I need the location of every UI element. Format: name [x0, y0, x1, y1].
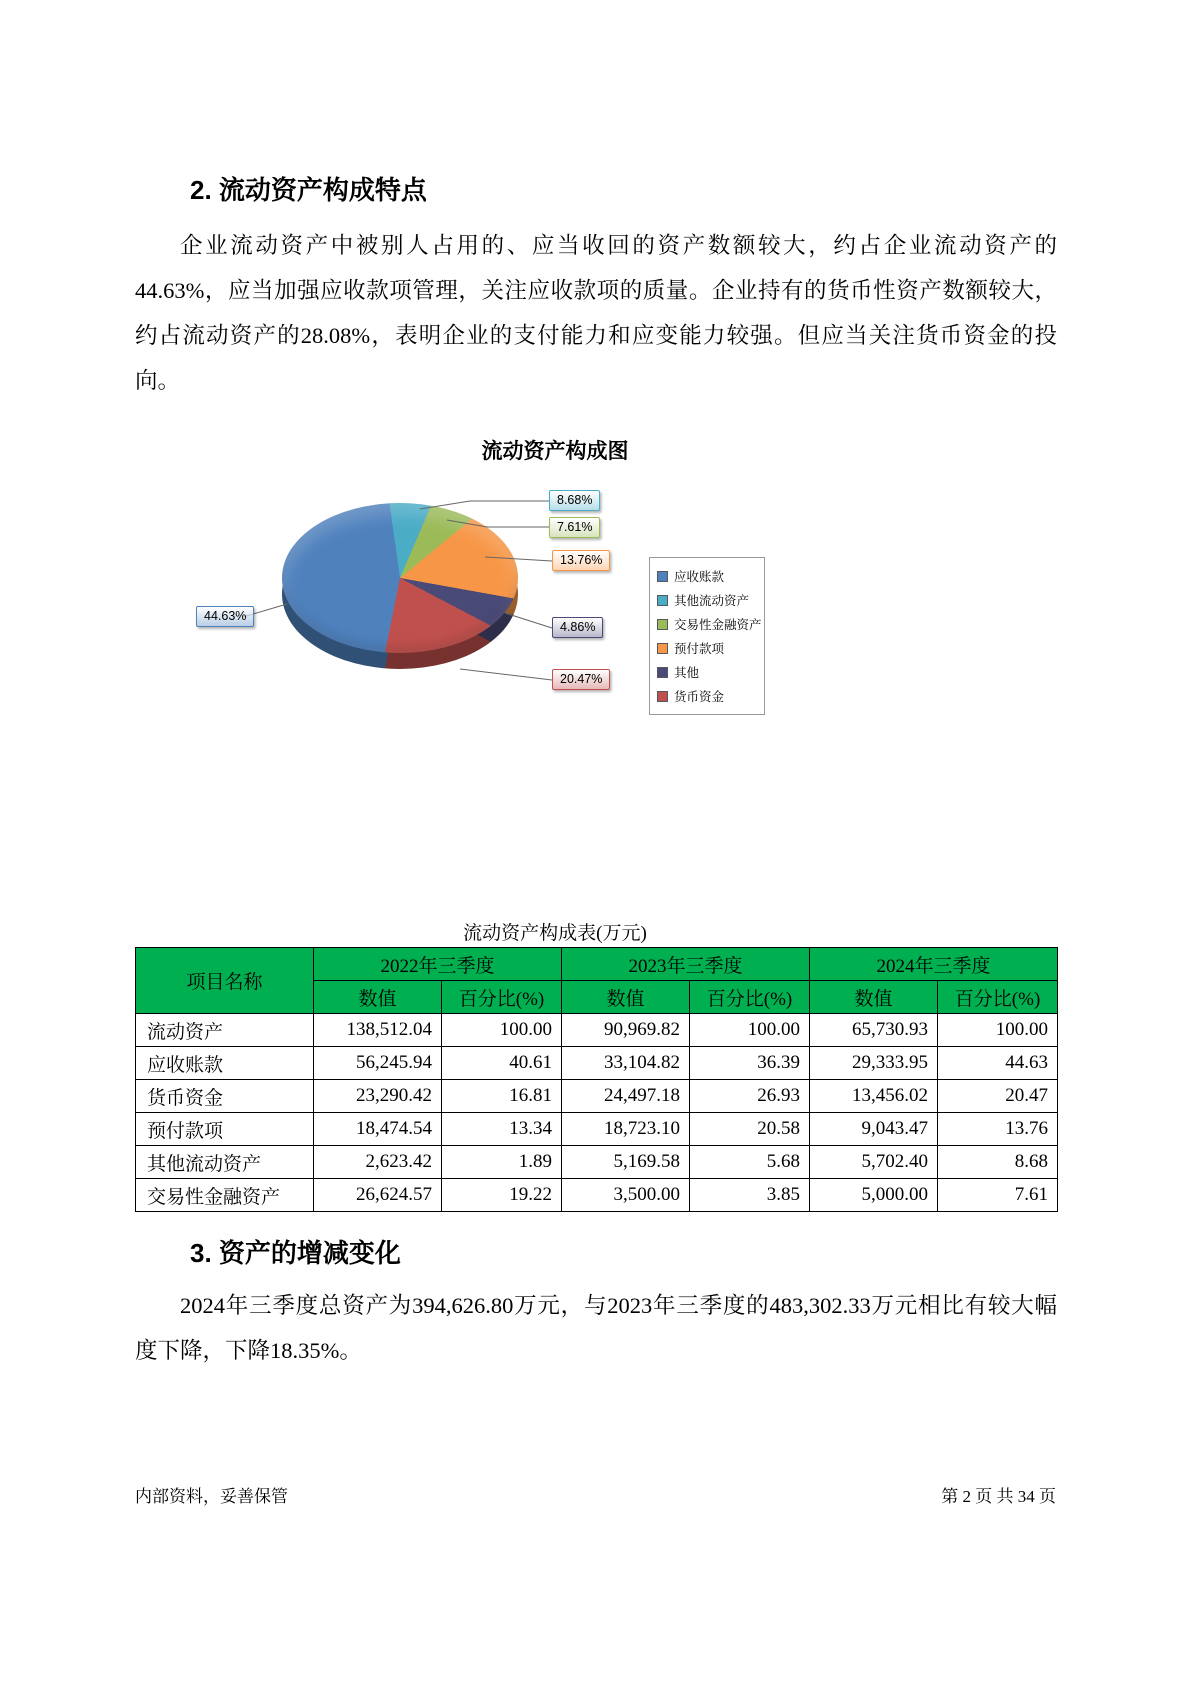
- callout-prepayments: 13.76%: [552, 550, 610, 571]
- sub-header-value-2022: 数值: [314, 981, 442, 1014]
- legend-item: [657, 615, 762, 633]
- row-value-cell: 3,500.00: [562, 1179, 690, 1212]
- col-header-2022q3: 2022年三季度: [314, 948, 562, 981]
- row-value-cell: 3.85: [690, 1179, 810, 1212]
- callout-other: 4.86%: [552, 617, 603, 638]
- pie-chart: [282, 503, 518, 673]
- row-item-name: 应收账款: [136, 1047, 314, 1080]
- col-header-item-name: 项目名称: [136, 948, 314, 1014]
- callout-trading-financial-assets: 7.61%: [549, 517, 600, 538]
- col-header-2023q3: 2023年三季度: [562, 948, 810, 981]
- legend-label: 交易性金融资产: [674, 618, 762, 632]
- footer-page-number: 第 2 页 共 34 页: [941, 1487, 1056, 1506]
- legend-swatch: [657, 643, 668, 654]
- row-value-cell: 26,624.57: [314, 1179, 442, 1212]
- legend-item: [657, 591, 757, 609]
- legend-label: 预付款项: [674, 642, 725, 656]
- row-value-cell: 1.89: [442, 1146, 562, 1179]
- row-value-cell: 26.93: [690, 1080, 810, 1113]
- row-value-cell: 18,474.54: [314, 1113, 442, 1146]
- row-value-cell: 138,512.04: [314, 1014, 442, 1047]
- row-value-cell: 56,245.94: [314, 1047, 442, 1080]
- current-assets-table: [135, 947, 1058, 1212]
- row-value-cell: 13,456.02: [810, 1080, 938, 1113]
- table-row: [136, 1080, 1058, 1113]
- callout-connectors: [135, 430, 1057, 760]
- row-value-cell: 100.00: [442, 1014, 562, 1047]
- table-row: [136, 1113, 1058, 1146]
- row-value-cell: 20.58: [690, 1113, 810, 1146]
- sub-header-percent-2023: 百分比(%): [690, 981, 810, 1014]
- legend-item: [657, 687, 757, 705]
- row-item-name: 货币资金: [136, 1080, 314, 1113]
- row-value-cell: 13.34: [442, 1113, 562, 1146]
- sub-header-percent-2024: 百分比(%): [938, 981, 1058, 1014]
- section-3-heading: 3. 资产的增减变化: [190, 1238, 401, 1268]
- paragraph-current-assets: 企业流动资产中被别人占用的、应当收回的资产数额较大，约占企业流动资产的44.63%，应当加强应收款项管理，关注应收款项的质量。企业持有的货币性资产数额较大，约占流动资产的28.08%，表明企业的支付能力和应变能力较强。但应当关注货币资金的投向。: [135, 233, 1057, 393]
- row-value-cell: 8.68: [938, 1146, 1058, 1179]
- footer-confidential-note: 内部资料，妥善保管: [135, 1487, 288, 1506]
- chart-legend: [649, 557, 765, 715]
- row-value-cell: 19.22: [442, 1179, 562, 1212]
- legend-label: 其他流动资产: [674, 594, 750, 608]
- sub-header-value-2024: 数值: [810, 981, 938, 1014]
- legend-item: [657, 639, 757, 657]
- legend-swatch: [657, 691, 668, 702]
- row-value-cell: 2,623.42: [314, 1146, 442, 1179]
- row-value-cell: 9,043.47: [810, 1113, 938, 1146]
- legend-item: [657, 663, 757, 681]
- row-value-cell: 24,497.18: [562, 1080, 690, 1113]
- pie-top: [282, 503, 518, 653]
- row-value-cell: 18,723.10: [562, 1113, 690, 1146]
- asset-table-body: [136, 1014, 1058, 1212]
- table-header: [136, 948, 1058, 1014]
- row-value-cell: 5,169.58: [562, 1146, 690, 1179]
- legend-label: 货币资金: [674, 690, 725, 704]
- row-value-cell: 29,333.95: [810, 1047, 938, 1080]
- table-row: [136, 1146, 1058, 1179]
- row-value-cell: 44.63: [938, 1047, 1058, 1080]
- callout-other-current-assets: 8.68%: [549, 490, 600, 511]
- row-value-cell: 90,969.82: [562, 1014, 690, 1047]
- row-value-cell: 20.47: [938, 1080, 1058, 1113]
- section-2-heading: 2. 流动资产构成特点: [190, 175, 427, 205]
- row-value-cell: 65,730.93: [810, 1014, 938, 1047]
- legend-label: 其他: [674, 666, 700, 680]
- row-item-name: 流动资产: [136, 1014, 314, 1047]
- callout-monetary-funds: 20.47%: [552, 669, 610, 690]
- row-value-cell: 36.39: [690, 1047, 810, 1080]
- row-value-cell: 100.00: [938, 1014, 1058, 1047]
- row-value-cell: 7.61: [938, 1179, 1058, 1212]
- paragraph-total-assets-change: 2024年三季度总资产为394,626.80万元，与2023年三季度的483,302.33万元相比有较大幅度下降，下降18.35%。: [135, 1293, 1057, 1363]
- table-row: [136, 1014, 1058, 1047]
- legend-swatch: [657, 619, 668, 630]
- row-value-cell: 23,290.42: [314, 1080, 442, 1113]
- row-value-cell: 16.81: [442, 1080, 562, 1113]
- chart-title: 流动资产构成图: [481, 440, 629, 463]
- row-value-cell: 5,702.40: [810, 1146, 938, 1179]
- legend-swatch: [657, 667, 668, 678]
- sub-header-value-2023: 数值: [562, 981, 690, 1014]
- table-row: [136, 1047, 1058, 1080]
- table-row: [136, 1179, 1058, 1212]
- table-title: 流动资产构成表(万元): [463, 923, 647, 944]
- row-value-cell: 33,104.82: [562, 1047, 690, 1080]
- col-header-2024q3: 2024年三季度: [810, 948, 1058, 981]
- row-value-cell: 5,000.00: [810, 1179, 938, 1212]
- row-item-name: 交易性金融资产: [136, 1179, 314, 1212]
- row-item-name: 其他流动资产: [136, 1146, 314, 1179]
- legend-label: 应收账款: [674, 570, 725, 584]
- row-item-name: 预付款项: [136, 1113, 314, 1146]
- row-value-cell: 13.76: [938, 1113, 1058, 1146]
- legend-swatch: [657, 595, 668, 606]
- row-value-cell: 40.61: [442, 1047, 562, 1080]
- callout-accounts-receivable: 44.63%: [196, 606, 254, 627]
- row-value-cell: 100.00: [690, 1014, 810, 1047]
- row-value-cell: 5.68: [690, 1146, 810, 1179]
- legend-swatch: [657, 571, 668, 582]
- sub-header-percent-2022: 百分比(%): [442, 981, 562, 1014]
- legend-item: [657, 567, 757, 585]
